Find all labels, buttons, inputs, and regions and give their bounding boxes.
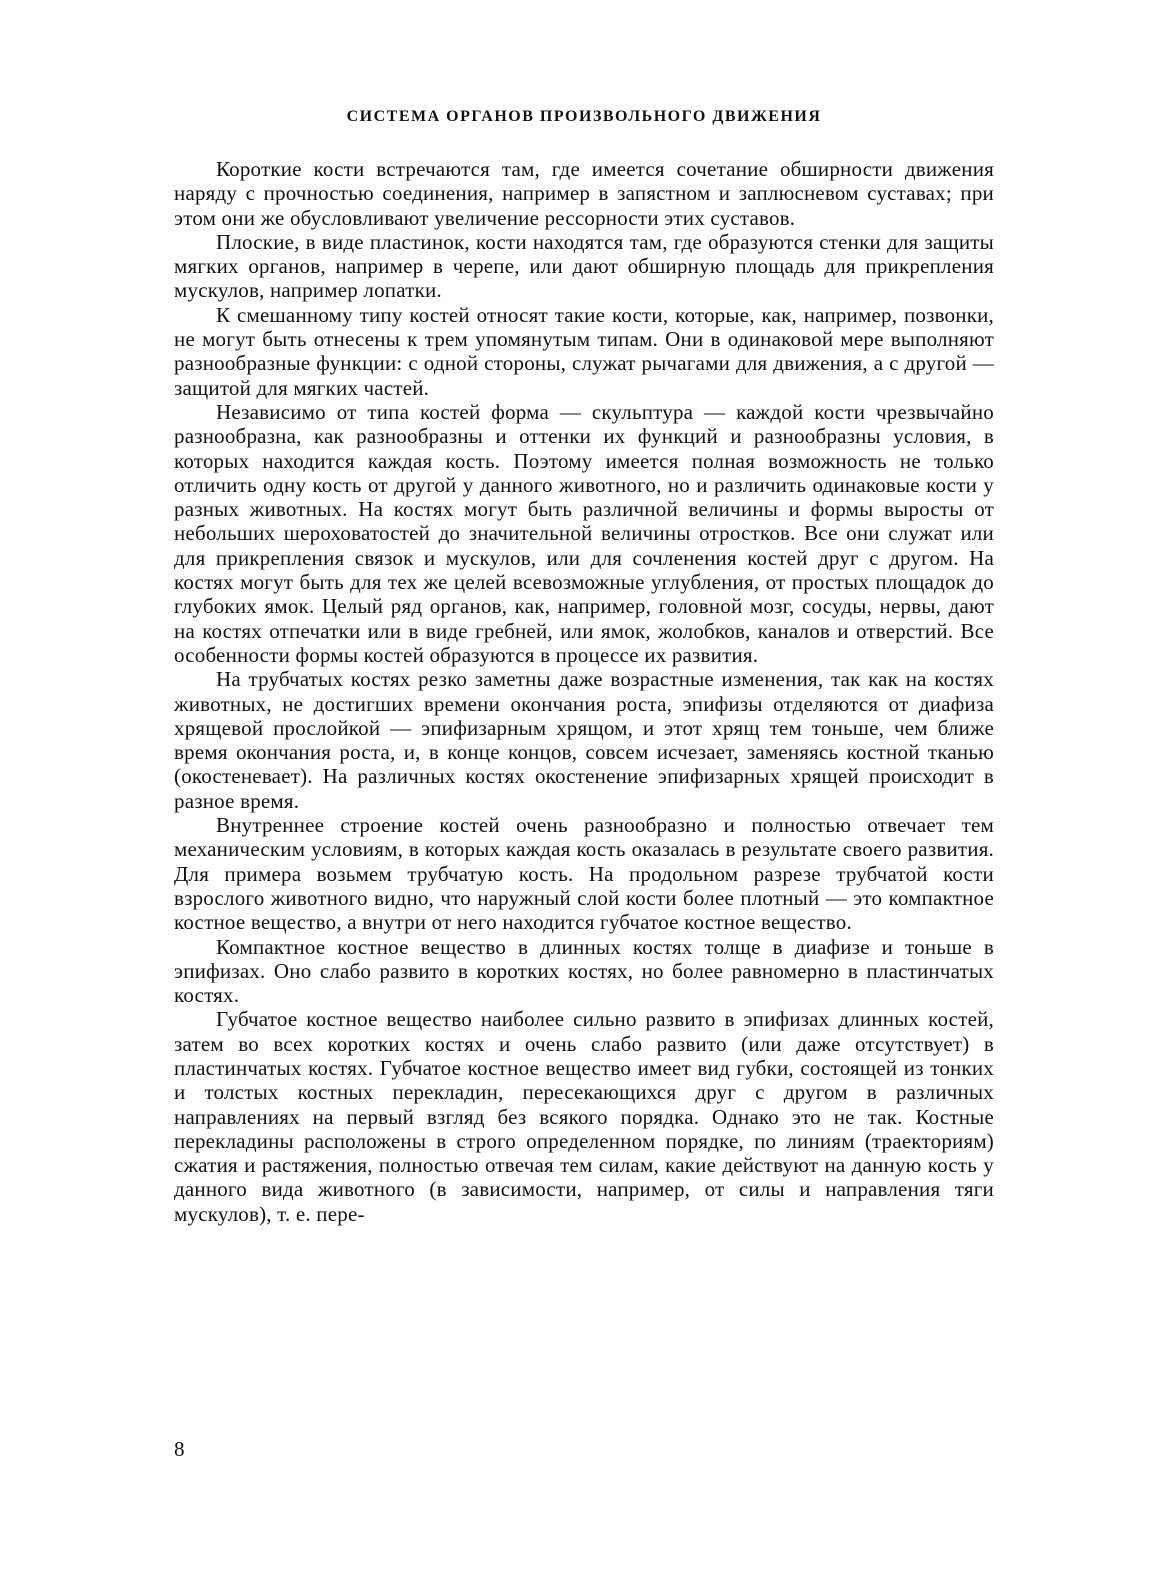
paragraph-short-bones: Короткие кости встречаются там, где имеется сочетание обширности движения наряду с прочностью соединения, например в запястном и заплюсневом суставах; при этом они же обусловливают увеличение рессорности этих суставов.: [174, 157, 994, 230]
body-text: [174, 157, 994, 1226]
paragraph-mixed-bones: К смешанному типу костей относят такие кости, которые, как, например, позвонки, не могут быть отнесены к трем упомянутым типам. Они в одинаковой мере выполняют разнообразные функции: с одной стороны, служат рычагами для движения, а с другой — защитой для мягких частей.: [174, 302, 994, 400]
page-number: 8: [174, 1437, 185, 1461]
paragraph-age-changes: На трубчатых костях резко заметны даже возрастные изменения, так как на костях животных, не достигших времени окончания роста, эпифизы отделяются от диафиза хрящевой прослойкой — эпифизарным хрящом, и этот хрящ тем тоньше, чем ближе время окончания роста, и, в конце концов, совсем исчезает, заменяясь костной тканью (окостеневает). На различных костях окостенение эпифизарных хрящей происходит в разное время.: [174, 667, 994, 813]
paragraph-flat-bones: Плоские, в виде пластинок, кости находятся там, где образуются стенки для защиты мягких органов, например в черепе, или дают обширную площадь для прикрепления мускулов, например лопатки.: [174, 229, 994, 303]
running-title: СИСТЕМА ОРГАНОВ ПРОИЗВОЛЬНОГО ДВИЖЕНИЯ: [346, 108, 822, 125]
paragraph-internal-structure: Внутреннее строение костей очень разнообразно и полностью отвечает тем механическим условиям, в которых каждая кость оказалась в результате своего развития. Для примера возьмем трубчатую кость. На продольном разрезе трубчатой кости взрослого животного видно, что наружный слой кости более плотный — это компактное костное вещество, а внутри от него находится губчатое костное вещество.: [174, 813, 994, 935]
paragraph-spongy-substance: Губчатое костное вещество наиболее сильно развито в эпифизах длинных костей, затем во всех коротких костях и очень слабо развито (или даже отсутствует) в пластинчатых костях. Губчатое костное вещество имеет вид губки, состоящей из тонких и толстых костных перекладин, пересекающихся друг с другом в различных направлениях на первый взгляд без всякого порядка. Однако это не так. Костные перекладины расположены в строго определенном порядке, по линиям (траекториям) сжатия и растяжения, полностью отвечая тем силам, какие действуют на данную кость у данного вида животного (в зависимости, например, от силы и направления тяги мускулов), т. е. пере-: [174, 1007, 994, 1226]
paragraph-bone-form: Независимо от типа костей форма — скульптура — каждой кости чрезвычайно разнообразна, как разнообразны и оттенки их функций и разнообразны условия, в которых находится каждая кость. Поэтому имеется полная возможность не только отличить одну кость от другой у данного животного, но и различить одинаковые кости у разных животных. На костях могут быть различной величины и формы выросты от небольших шероховатостей до значительной величины отростков. Все они служат или для прикрепления связок и мускулов, или для сочленения костей друг с другом. На костях могут быть для тех же целей всевозможные углубления, от простых площадок до глубоких ямок. Целый ряд органов, как, например, головной мозг, сосуды, нервы, дают на костях отпечатки или в виде гребней, или ямок, жолобков, каналов и отверстий. Все особенности формы костей образуются в процессе их развития.: [174, 399, 994, 667]
paragraph-compact-substance: Компактное костное вещество в длинных костях толще в диафизе и тоньше в эпифизах. Оно слабо развито в коротких костях, но более равномерно в пластинчатых костях.: [174, 934, 994, 1008]
